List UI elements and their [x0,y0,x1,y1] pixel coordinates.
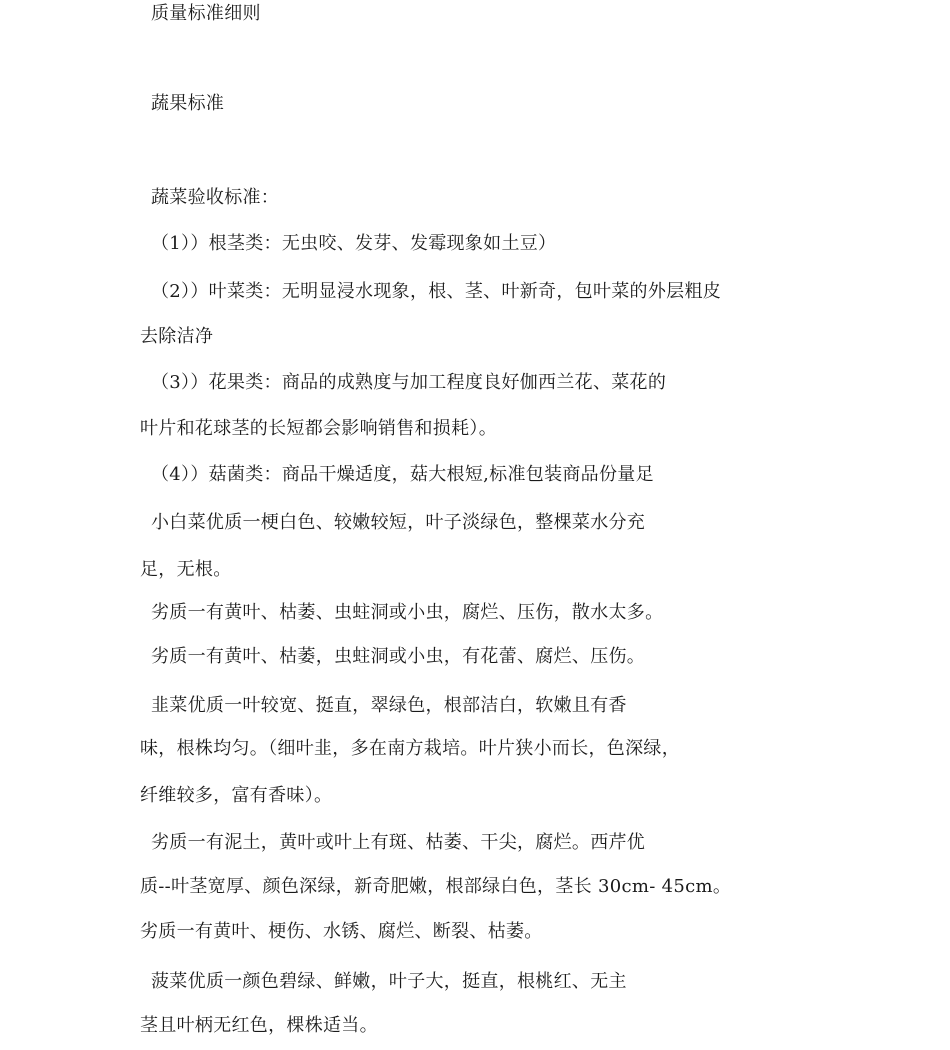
paragraph-line: 韭菜优质一叶较宽、挺直，翠绿色，根部洁白，软嫩且有香 [151,695,627,716]
paragraph-line: 劣质一有黄叶、梗伤、水锈、腐烂、断裂、枯萎。 [140,921,543,942]
paragraph-line: 纤维较多，富有香味）。 [140,785,333,806]
paragraph-line: 劣质一有泥土，黄叶或叶上有斑、枯萎、干尖，腐烂。西芹优 [151,832,646,853]
paragraph-line: （2））叶菜类：无明显浸水现象，根、茎、叶新奇，包叶菜的外层粗皮 [151,281,722,302]
paragraph-line: 去除洁净 [140,326,214,347]
paragraph-line: 茎且叶柄无红色，棵株适当。 [140,1015,378,1036]
paragraph-line: 菠菜优质一颜色碧绿、鲜嫩，叶子大，挺直，根桃红、无主 [151,971,627,992]
paragraph-line: 味，根株均匀。（细叶韭，多在南方栽培。叶片狭小而长，色深绿， [140,738,680,759]
paragraph-line: 足，无根。 [140,559,232,580]
paragraph-line: 小白菜优质一梗白色、较嫩较短，叶子淡绿色，整棵菜水分充 [151,512,646,533]
paragraph-line: 叶片和花球茎的长短都会影响销售和损耗）。 [140,418,497,439]
paragraph-line: （3））花果类：商品的成熟度与加工程度良好伽西兰花、菜花的 [151,372,667,393]
document-title: 质量标准细则 [151,3,261,24]
subsection-heading: 蔬菜验收标准： [151,187,280,208]
paragraph-line: （1））根茎类：无虫咬、发芽、发霉现象如土豆） [151,233,557,254]
paragraph-line: 劣质一有黄叶、枯萎、虫蛀洞或小虫，腐烂、压伤，散水太多。 [151,602,664,623]
section-heading: 蔬果标准 [151,93,225,114]
paragraph-line: 质--叶茎宽厚、颜色深绿，新奇肥嫩，根部绿白色，茎长 30cm- 45cm。 [140,876,732,897]
paragraph-line: 劣质一有黄叶、枯萎，虫蛀洞或小虫，有花蕾、腐烂、压伤。 [151,646,646,667]
paragraph-line: （4））菇菌类：商品干燥适度，菇大根短,标准包装商品份量足 [151,464,654,485]
